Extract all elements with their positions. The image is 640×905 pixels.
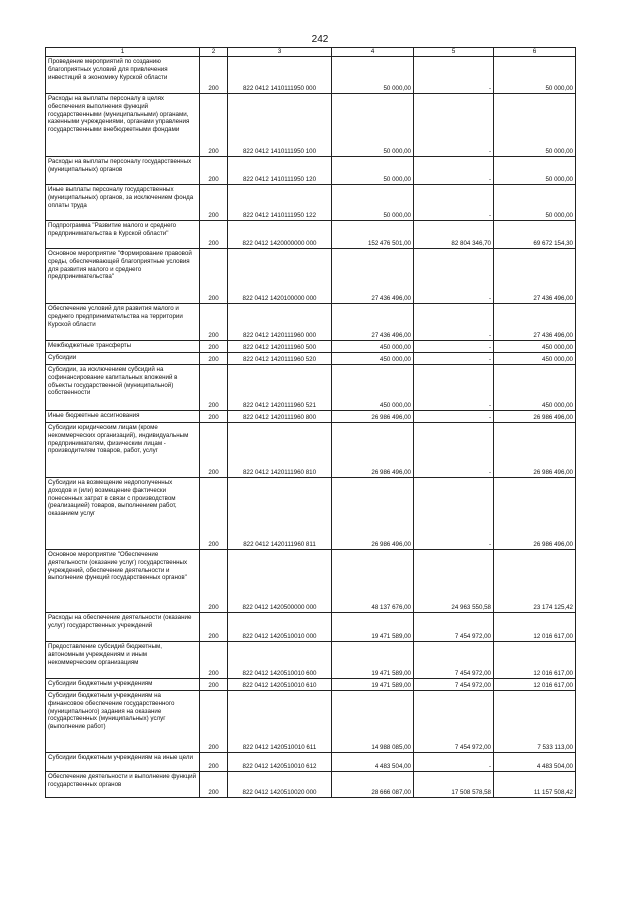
- row-amount-cell: -: [414, 185, 494, 221]
- row-name-cell: Подпрограмма "Развитие малого и среднего предпринимательства в Курской области": [46, 221, 200, 249]
- row-amount-cell: 12 016 617,00: [494, 679, 576, 691]
- row-code-cell: 822 0412 1420111960 500: [228, 341, 332, 353]
- row-amount-cell: 12 016 617,00: [494, 642, 576, 679]
- row-amount-cell: 19 471 589,00: [332, 613, 414, 642]
- row-amount-cell: 450 000,00: [494, 353, 576, 365]
- row-amount-cell: -: [414, 57, 494, 94]
- row-amount-cell: 27 436 496,00: [494, 249, 576, 304]
- row-amount-cell: 26 986 496,00: [332, 411, 414, 423]
- row-name-cell: Субсидии: [46, 353, 200, 365]
- row-grbs-cell: 200: [200, 304, 228, 341]
- row-grbs-cell: 200: [200, 753, 228, 772]
- row-name-cell: Расходы на выплаты персоналу в целях обеспечения выполнения функций государственными (муниципальными) органами, казенными учреждениями, органами управления государственными внебюджетными фондами: [46, 94, 200, 157]
- row-name-cell: Обеспечение условий для развития малого и среднего предпринимательства на территории Курской области: [46, 304, 200, 341]
- row-amount-cell: 7 454 972,00: [414, 642, 494, 679]
- row-amount-cell: 19 471 589,00: [332, 642, 414, 679]
- table-row: [46, 642, 576, 679]
- row-name-cell: Предоставление субсидий бюджетным, автономным учреждениям и иным некоммерческим организациям: [46, 642, 200, 679]
- row-name-cell: Субсидии бюджетным учреждениям на иные цели: [46, 753, 200, 772]
- row-grbs-cell: 200: [200, 411, 228, 423]
- row-code-cell: 822 0412 1410111950 120: [228, 157, 332, 185]
- row-grbs-cell: 200: [200, 221, 228, 249]
- budget-table: [45, 47, 576, 798]
- row-code-cell: 822 0412 1420510010 612: [228, 753, 332, 772]
- row-amount-cell: 26 986 496,00: [332, 478, 414, 550]
- table-row: [46, 365, 576, 411]
- row-amount-cell: 50 000,00: [494, 57, 576, 94]
- row-amount-cell: 450 000,00: [332, 341, 414, 353]
- row-amount-cell: 450 000,00: [332, 353, 414, 365]
- row-code-cell: 822 0412 1420510010 600: [228, 642, 332, 679]
- row-amount-cell: 28 666 087,00: [332, 772, 414, 798]
- row-name-cell: Иные бюджетные ассигнования: [46, 411, 200, 423]
- row-code-cell: 822 0412 1420111960 811: [228, 478, 332, 550]
- row-amount-cell: 11 157 508,42: [494, 772, 576, 798]
- header-cell: 6: [494, 48, 576, 57]
- row-name-cell: Обеспечение деятельности и выполнение функций государственных органов: [46, 772, 200, 798]
- row-amount-cell: -: [414, 365, 494, 411]
- page-number: 242: [311, 34, 329, 45]
- row-name-cell: Расходы на выплаты персоналу государственных (муниципальных) органов: [46, 157, 200, 185]
- row-grbs-cell: 200: [200, 642, 228, 679]
- row-amount-cell: 450 000,00: [494, 365, 576, 411]
- header-row: [46, 48, 576, 57]
- row-grbs-cell: 200: [200, 423, 228, 478]
- row-code-cell: 822 0412 1420111960 800: [228, 411, 332, 423]
- row-amount-cell: -: [414, 478, 494, 550]
- row-name-cell: Основное мероприятие "Обеспечение деятельности (оказание услуг) государственных учреждений, обеспечение деятельности и выполнение функций государственных органов": [46, 550, 200, 613]
- row-grbs-cell: 200: [200, 365, 228, 411]
- table-row: [46, 691, 576, 753]
- row-grbs-cell: 200: [200, 691, 228, 753]
- row-amount-cell: 152 476 501,00: [332, 221, 414, 249]
- row-code-cell: 822 0412 1420100000 000: [228, 249, 332, 304]
- row-code-cell: 822 0412 1420111960 810: [228, 423, 332, 478]
- table-row: [46, 550, 576, 613]
- row-grbs-cell: 200: [200, 94, 228, 157]
- row-amount-cell: 26 986 496,00: [494, 423, 576, 478]
- table-row: [46, 94, 576, 157]
- table-row: [46, 57, 576, 94]
- row-amount-cell: 69 672 154,30: [494, 221, 576, 249]
- row-amount-cell: 27 436 496,00: [332, 249, 414, 304]
- row-amount-cell: -: [414, 411, 494, 423]
- row-code-cell: 822 0412 1410111950 000: [228, 57, 332, 94]
- row-amount-cell: 17 508 578,58: [414, 772, 494, 798]
- row-amount-cell: -: [414, 304, 494, 341]
- row-grbs-cell: 200: [200, 249, 228, 304]
- row-amount-cell: 23 174 125,42: [494, 550, 576, 613]
- row-amount-cell: -: [414, 353, 494, 365]
- row-amount-cell: 24 963 550,58: [414, 550, 494, 613]
- row-amount-cell: 50 000,00: [494, 94, 576, 157]
- row-grbs-cell: 200: [200, 57, 228, 94]
- row-name-cell: Субсидии бюджетным учреждениям на финансовое обеспечение государственного (муниципального) задания на оказание государственных (муниципальных) услуг (выполнение работ): [46, 691, 200, 753]
- row-name-cell: Расходы на обеспечение деятельности (оказание услуг) государственных учреждений: [46, 613, 200, 642]
- row-amount-cell: 50 000,00: [494, 185, 576, 221]
- table-row: [46, 478, 576, 550]
- row-name-cell: Субсидии бюджетным учреждениям: [46, 679, 200, 691]
- row-amount-cell: -: [414, 341, 494, 353]
- table-row: [46, 221, 576, 249]
- row-amount-cell: 82 804 346,70: [414, 221, 494, 249]
- header-cell: 4: [332, 48, 414, 57]
- row-amount-cell: 27 436 496,00: [332, 304, 414, 341]
- header-cell: 2: [200, 48, 228, 57]
- row-code-cell: 822 0412 1420510010 000: [228, 613, 332, 642]
- row-amount-cell: -: [414, 157, 494, 185]
- row-amount-cell: 7 454 972,00: [414, 691, 494, 753]
- row-amount-cell: 50 000,00: [332, 185, 414, 221]
- row-code-cell: 822 0412 1420111960 000: [228, 304, 332, 341]
- row-amount-cell: 14 988 085,00: [332, 691, 414, 753]
- row-name-cell: Проведение мероприятий по созданию благоприятных условий для привлечения инвестиций в экономику Курской области: [46, 57, 200, 94]
- row-amount-cell: 12 016 617,00: [494, 613, 576, 642]
- table-row: [46, 249, 576, 304]
- row-code-cell: 822 0412 1410111950 100: [228, 94, 332, 157]
- row-amount-cell: 4 483 504,00: [494, 753, 576, 772]
- table-row: [46, 353, 576, 365]
- row-amount-cell: 26 986 496,00: [332, 423, 414, 478]
- row-amount-cell: 27 436 496,00: [494, 304, 576, 341]
- row-name-cell: Субсидии на возмещение недополученных доходов и (или) возмещение фактически понесенных затрат в связи с производством (реализацией) товаров, выполнением работ, оказанием услуг: [46, 478, 200, 550]
- row-name-cell: Субсидии юридическим лицам (кроме некоммерческих организаций), индивидуальным предпринимателям, физическим лицам - производителям товаров, работ, услуг: [46, 423, 200, 478]
- row-amount-cell: 50 000,00: [332, 94, 414, 157]
- row-grbs-cell: 200: [200, 613, 228, 642]
- table-row: [46, 679, 576, 691]
- table-row: [46, 613, 576, 642]
- row-code-cell: 822 0412 1420510010 611: [228, 691, 332, 753]
- table-row: [46, 423, 576, 478]
- table-row: [46, 185, 576, 221]
- table-row: [46, 157, 576, 185]
- table-row: [46, 772, 576, 798]
- row-name-cell: Иные выплаты персоналу государственных (муниципальных) органов, за исключением фонда оплаты труда: [46, 185, 200, 221]
- row-grbs-cell: 200: [200, 478, 228, 550]
- row-amount-cell: 7 454 972,00: [414, 679, 494, 691]
- row-amount-cell: 50 000,00: [494, 157, 576, 185]
- row-amount-cell: -: [414, 423, 494, 478]
- row-amount-cell: 450 000,00: [494, 341, 576, 353]
- row-amount-cell: -: [414, 94, 494, 157]
- header-cell: 3: [228, 48, 332, 57]
- row-amount-cell: 7 533 113,00: [494, 691, 576, 753]
- header-cell: 5: [414, 48, 494, 57]
- row-amount-cell: -: [414, 249, 494, 304]
- row-code-cell: 822 0412 1420000000 000: [228, 221, 332, 249]
- row-amount-cell: 4 483 504,00: [332, 753, 414, 772]
- row-code-cell: 822 0412 1420111960 520: [228, 353, 332, 365]
- header-cell: 1: [46, 48, 200, 57]
- row-grbs-cell: 200: [200, 550, 228, 613]
- row-name-cell: Субсидии, за исключением субсидий на софинансирование капитальных вложений в объекты государственной (муниципальной) собственности: [46, 365, 200, 411]
- row-code-cell: 822 0412 1410111950 122: [228, 185, 332, 221]
- row-name-cell: Межбюджетные трансферты: [46, 341, 200, 353]
- row-code-cell: 822 0412 1420111960 521: [228, 365, 332, 411]
- table-row: [46, 304, 576, 341]
- row-amount-cell: 26 986 496,00: [494, 411, 576, 423]
- row-grbs-cell: 200: [200, 772, 228, 798]
- row-amount-cell: 48 137 676,00: [332, 550, 414, 613]
- row-amount-cell: 50 000,00: [332, 57, 414, 94]
- table-row: [46, 753, 576, 772]
- row-amount-cell: 50 000,00: [332, 157, 414, 185]
- row-grbs-cell: 200: [200, 679, 228, 691]
- row-amount-cell: 26 986 496,00: [494, 478, 576, 550]
- row-grbs-cell: 200: [200, 353, 228, 365]
- row-code-cell: 822 0412 1420500000 000: [228, 550, 332, 613]
- row-amount-cell: -: [414, 753, 494, 772]
- row-amount-cell: 7 454 972,00: [414, 613, 494, 642]
- row-amount-cell: 19 471 589,00: [332, 679, 414, 691]
- row-code-cell: 822 0412 1420510010 610: [228, 679, 332, 691]
- row-grbs-cell: 200: [200, 341, 228, 353]
- row-amount-cell: 450 000,00: [332, 365, 414, 411]
- row-grbs-cell: 200: [200, 185, 228, 221]
- row-name-cell: Основное мероприятие "Формирование правовой среды, обеспечивающей благоприятные условия для развития малого и среднего предпринимательства": [46, 249, 200, 304]
- row-code-cell: 822 0412 1420510020 000: [228, 772, 332, 798]
- table-row: [46, 341, 576, 353]
- row-grbs-cell: 200: [200, 157, 228, 185]
- table-row: [46, 411, 576, 423]
